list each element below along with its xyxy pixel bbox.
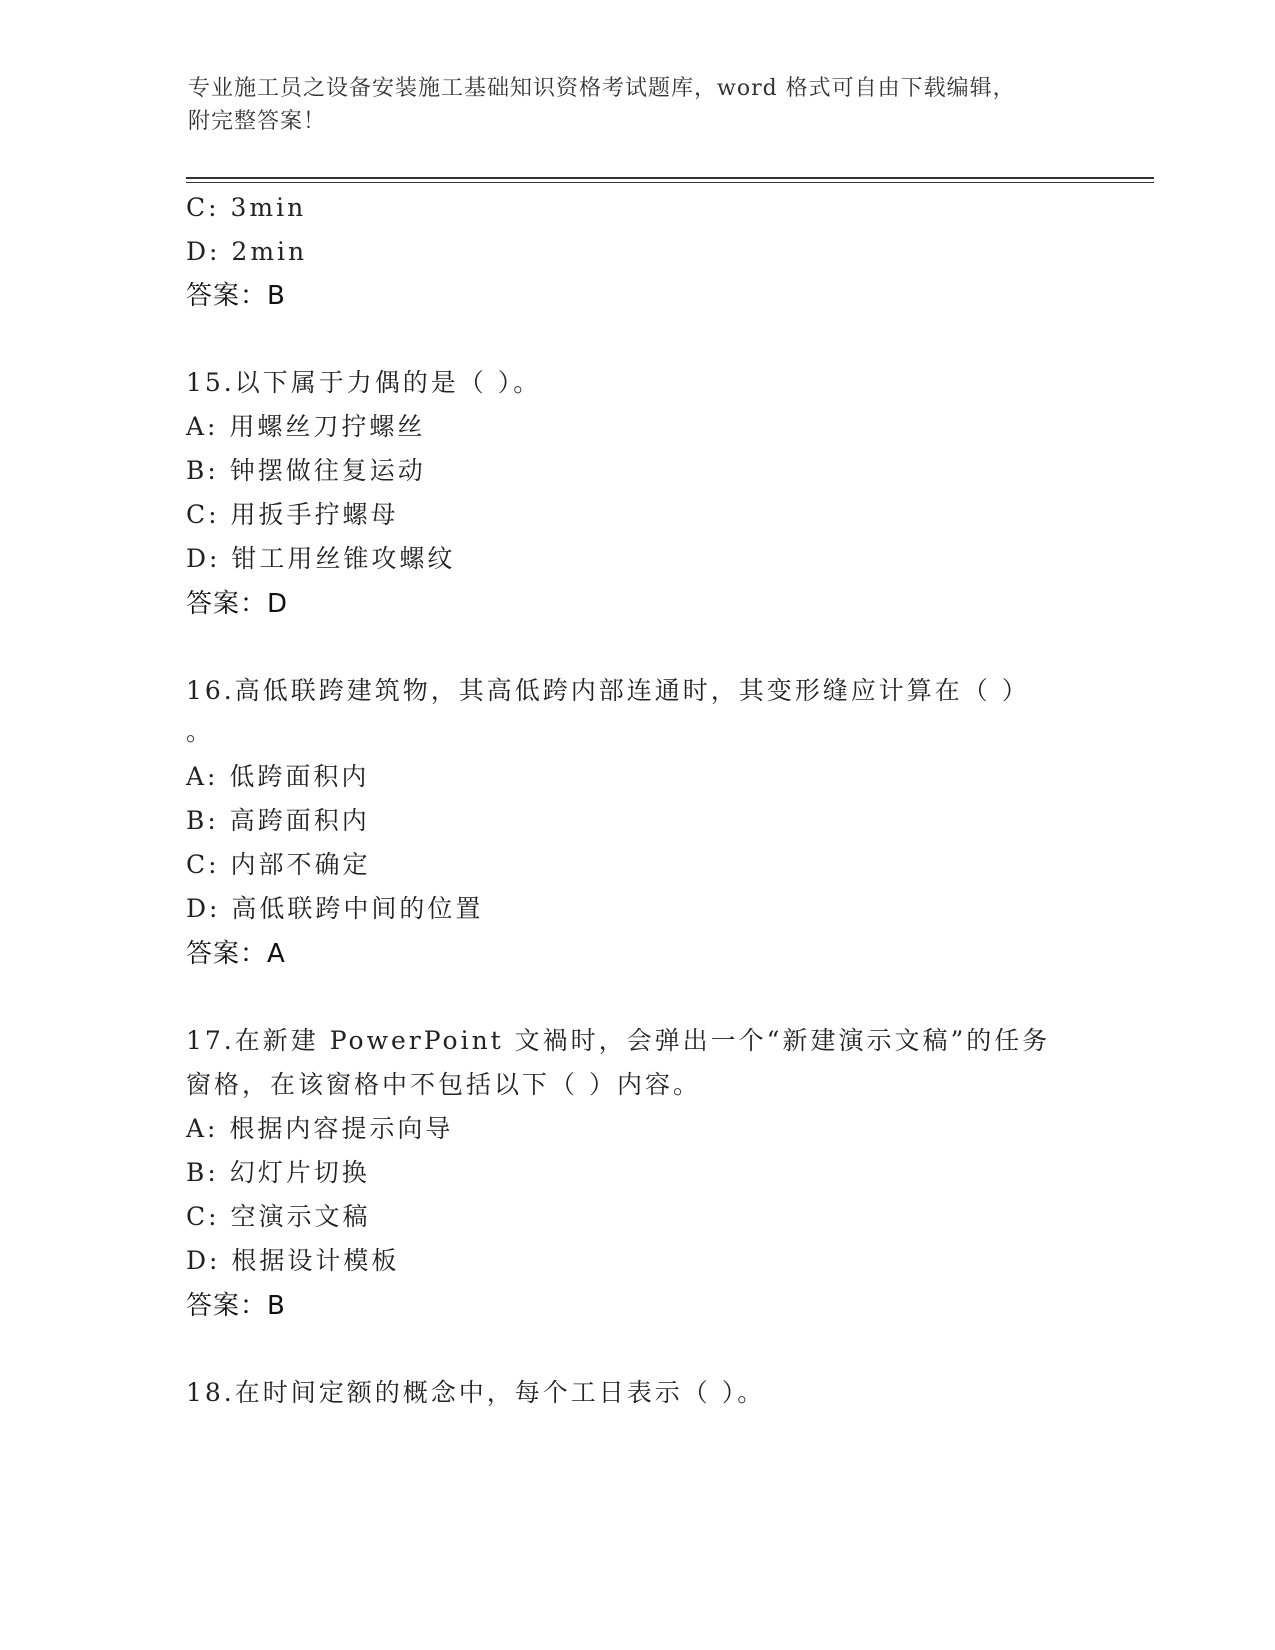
question-17-stem-line-2: 窗格，在该窗格中不包括以下（ ）内容。 <box>186 1070 701 1099</box>
question-17-option-d: D: 根据设计模板 <box>186 1246 400 1275</box>
question-16-stem-line-1: 16.高低联跨建筑物，其高低跨内部连通时，其变形缝应计算在（ ） <box>186 676 1030 705</box>
question-15-option-a: A: 用螺丝刀拧螺丝 <box>186 412 426 441</box>
option-c: C: 3min <box>186 193 307 222</box>
header-divider-thick <box>186 177 1154 179</box>
question-15-stem: 15.以下属于力偶的是（ ）。 <box>186 368 542 397</box>
question-15-option-c: C: 用扳手拧螺母 <box>186 500 399 529</box>
question-16-option-b: B: 高跨面积内 <box>186 806 370 835</box>
question-15-option-b: B: 钟摆做往复运动 <box>186 456 426 485</box>
question-15-answer: 答案：D <box>186 589 289 619</box>
question-18-stem: 18.在时间定额的概念中，每个工日表示（ ）。 <box>186 1378 766 1407</box>
document-header <box>188 72 1068 138</box>
question-17-option-a: A: 根据内容提示向导 <box>186 1114 454 1143</box>
header-divider-thin <box>186 182 1154 183</box>
question-15-option-d: D: 钳工用丝锥攻螺纹 <box>186 544 456 573</box>
question-17-answer: 答案：B <box>186 1291 286 1321</box>
answer: 答案：B <box>186 281 286 311</box>
header-line-2: 附完整答案！ <box>188 109 327 134</box>
question-17-stem-line-1: 17.在新建 PowerPoint 文禍时，会弹出一个“新建演示文稿”的任务 <box>186 1026 1051 1055</box>
question-16-option-d: D: 高低联跨中间的位置 <box>186 894 484 923</box>
question-16-stem-line-2: 。 <box>186 717 215 746</box>
question-17-option-b: B: 幻灯片切换 <box>186 1158 370 1187</box>
question-16-option-c: C: 内部不确定 <box>186 850 371 879</box>
question-16-answer: 答案：A <box>186 939 286 969</box>
option-d: D: 2min <box>186 237 308 266</box>
question-17-option-c: C: 空演示文稿 <box>186 1202 371 1231</box>
header-line-1: 专业施工员之设备安装施工基础知识资格考试题库，word 格式可自由下载编辑， <box>188 76 1016 101</box>
question-16-option-a: A: 低跨面积内 <box>186 762 370 791</box>
